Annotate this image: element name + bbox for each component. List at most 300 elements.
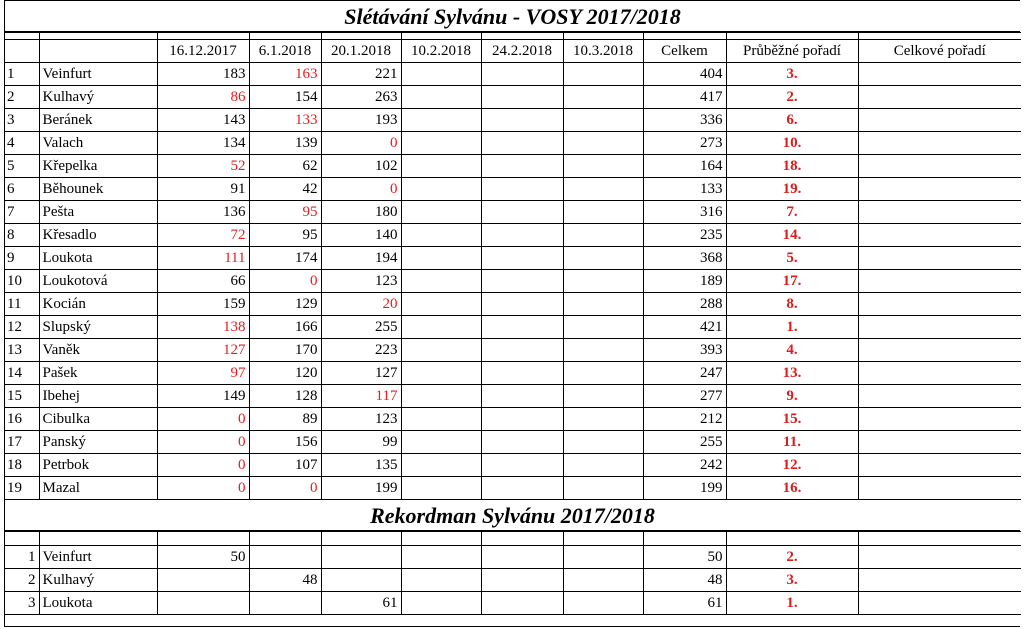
table-row [5,63,1021,86]
score-cell[interactable] [481,109,563,132]
score-cell[interactable] [481,431,563,454]
score-cell[interactable]: 194 [321,247,401,270]
score-cell[interactable] [401,339,481,362]
spacer-cell[interactable] [249,532,321,546]
score-cell[interactable]: 52 [157,155,249,178]
score-cell[interactable]: 143 [157,109,249,132]
rank-cell[interactable]: 7. [726,201,858,224]
score-cell[interactable]: 183 [157,63,249,86]
score-cell[interactable] [563,178,643,201]
score-cell[interactable] [401,362,481,385]
score-cell[interactable] [481,592,563,615]
total-cell[interactable]: 255 [643,431,726,454]
overall-rank-cell[interactable] [858,316,1021,339]
total-cell[interactable]: 288 [643,293,726,316]
score-cell[interactable] [157,592,249,615]
score-cell[interactable] [481,155,563,178]
name-cell[interactable]: Panský [39,431,157,454]
score-cell[interactable] [401,477,481,500]
spacer-cell[interactable] [321,33,401,40]
score-cell[interactable] [401,546,481,569]
rank-cell[interactable]: 1. [726,592,858,615]
score-cell[interactable]: 95 [249,201,321,224]
score-cell[interactable]: 156 [249,431,321,454]
score-cell[interactable] [481,477,563,500]
score-cell[interactable] [481,408,563,431]
score-cell[interactable] [401,109,481,132]
total-cell[interactable]: 273 [643,132,726,155]
score-cell[interactable] [563,316,643,339]
table-row [5,477,1021,500]
overall-rank-cell[interactable] [858,339,1021,362]
score-cell[interactable] [481,201,563,224]
score-cell[interactable] [563,454,643,477]
score-cell[interactable] [563,63,643,86]
row-number-cell[interactable]: 18 [5,454,39,477]
score-cell[interactable] [401,86,481,109]
score-cell[interactable] [481,569,563,592]
score-cell[interactable]: 42 [249,178,321,201]
score-cell[interactable] [249,546,321,569]
table-row [5,546,1021,569]
name-cell[interactable]: Křepelka [39,155,157,178]
rank-cell[interactable]: 13. [726,362,858,385]
rank-cell[interactable]: 15. [726,408,858,431]
score-cell[interactable]: 199 [321,477,401,500]
row-number-cell[interactable]: 3 [5,109,39,132]
spacer-cell[interactable] [401,532,481,546]
table-row [5,362,1021,385]
header-cell[interactable]: Celkové pořadí [858,40,1021,63]
score-cell[interactable] [563,477,643,500]
score-cell[interactable] [481,86,563,109]
row-number-cell[interactable]: 8 [5,224,39,247]
name-cell[interactable]: Valach [39,132,157,155]
score-cell[interactable]: 99 [321,431,401,454]
total-cell[interactable]: 133 [643,178,726,201]
header-cell[interactable] [39,40,157,63]
score-cell[interactable]: 193 [321,109,401,132]
table-row [5,178,1021,201]
score-cell[interactable]: 223 [321,339,401,362]
name-cell[interactable]: Kulhavý [39,86,157,109]
score-cell[interactable] [481,132,563,155]
header-cell[interactable]: 10.3.2018 [563,40,643,63]
score-cell[interactable]: 97 [157,362,249,385]
table-row [5,270,1021,293]
table-row [5,224,1021,247]
row-number-cell[interactable]: 13 [5,339,39,362]
row-number-cell[interactable]: 16 [5,408,39,431]
score-cell[interactable]: 111 [157,247,249,270]
score-cell[interactable] [401,178,481,201]
score-cell[interactable] [563,431,643,454]
score-cell[interactable] [481,454,563,477]
table-row [5,408,1021,431]
results-table [5,32,1021,500]
table-row [5,293,1021,316]
name-cell[interactable]: Beránek [39,109,157,132]
spacer-cell[interactable] [563,33,643,40]
name-cell[interactable]: Petrbok [39,454,157,477]
overall-rank-cell[interactable] [858,569,1021,592]
score-cell[interactable] [563,109,643,132]
score-cell[interactable] [481,316,563,339]
score-cell[interactable] [563,408,643,431]
overall-rank-cell[interactable] [858,224,1021,247]
overall-rank-cell[interactable] [858,132,1021,155]
score-cell[interactable] [481,270,563,293]
overall-rank-cell[interactable] [858,431,1021,454]
table-row [5,454,1021,477]
name-cell[interactable]: Kulhavý [39,569,157,592]
score-cell[interactable] [401,63,481,86]
score-cell[interactable]: 166 [249,316,321,339]
score-cell[interactable] [563,362,643,385]
header-cell[interactable]: 20.1.2018 [321,40,401,63]
rank-cell[interactable]: 3. [726,569,858,592]
score-cell[interactable] [563,385,643,408]
table-row [5,592,1021,615]
score-cell[interactable] [401,454,481,477]
score-cell[interactable]: 66 [157,270,249,293]
spacer-cell[interactable] [858,532,1021,546]
overall-rank-cell[interactable] [858,201,1021,224]
spacer-cell[interactable] [481,532,563,546]
row-number-cell[interactable]: 14 [5,362,39,385]
score-cell[interactable]: 61 [321,592,401,615]
score-cell[interactable] [481,224,563,247]
spacer-cell[interactable] [249,33,321,40]
score-cell[interactable] [321,546,401,569]
score-cell[interactable] [157,569,249,592]
overall-rank-cell[interactable] [858,63,1021,86]
rank-cell[interactable]: 16. [726,477,858,500]
rank-cell[interactable]: 14. [726,224,858,247]
overall-rank-cell[interactable] [858,270,1021,293]
score-cell[interactable]: 95 [249,224,321,247]
score-cell[interactable]: 0 [157,431,249,454]
rank-cell[interactable]: 1. [726,316,858,339]
score-cell[interactable]: 0 [157,408,249,431]
score-cell[interactable] [563,132,643,155]
total-cell[interactable]: 316 [643,201,726,224]
total-cell[interactable]: 189 [643,270,726,293]
table-row [5,431,1021,454]
score-cell[interactable] [401,155,481,178]
name-cell[interactable]: Ibehej [39,385,157,408]
score-cell[interactable]: 180 [321,201,401,224]
score-cell[interactable] [401,247,481,270]
total-cell[interactable]: 212 [643,408,726,431]
score-cell[interactable]: 102 [321,155,401,178]
name-cell[interactable]: Běhounek [39,178,157,201]
score-cell[interactable] [563,201,643,224]
score-cell[interactable]: 20 [321,293,401,316]
score-cell[interactable] [249,592,321,615]
row-number-cell[interactable]: 7 [5,201,39,224]
name-cell[interactable]: Pešta [39,201,157,224]
score-cell[interactable] [563,270,643,293]
score-cell[interactable]: 123 [321,408,401,431]
total-cell[interactable]: 164 [643,155,726,178]
score-cell[interactable] [563,224,643,247]
table-row [5,339,1021,362]
row-number-cell[interactable]: 1 [5,63,39,86]
header-cell[interactable]: 6.1.2018 [249,40,321,63]
score-cell[interactable]: 163 [249,63,321,86]
name-cell[interactable]: Kocián [39,293,157,316]
row-number-cell[interactable]: 1 [5,546,39,569]
header-cell[interactable]: Celkem [643,40,726,63]
spacer-cell[interactable] [39,33,157,40]
score-cell[interactable]: 50 [157,546,249,569]
score-cell[interactable] [401,385,481,408]
score-cell[interactable] [481,247,563,270]
score-cell[interactable] [401,224,481,247]
score-cell[interactable]: 221 [321,63,401,86]
score-cell[interactable]: 174 [249,247,321,270]
total-cell[interactable]: 404 [643,63,726,86]
score-cell[interactable] [401,293,481,316]
overall-rank-cell[interactable] [858,362,1021,385]
rank-cell[interactable]: 5. [726,247,858,270]
overall-rank-cell[interactable] [858,155,1021,178]
table-row [5,316,1021,339]
name-cell[interactable]: Loukota [39,247,157,270]
score-cell[interactable] [481,63,563,86]
header-cell[interactable]: Průběžné pořadí [726,40,858,63]
name-cell[interactable]: Mazal [39,477,157,500]
score-cell[interactable]: 127 [157,339,249,362]
spacer-cell[interactable] [858,33,1021,40]
score-cell[interactable]: 120 [249,362,321,385]
name-cell[interactable]: Slupský [39,316,157,339]
header-cell[interactable]: 24.2.2018 [481,40,563,63]
score-cell[interactable]: 170 [249,339,321,362]
table-row [5,132,1021,155]
name-cell[interactable]: Pašek [39,362,157,385]
name-cell[interactable]: Veinfurt [39,63,157,86]
spacer-cell[interactable] [401,33,481,40]
total-cell[interactable]: 242 [643,454,726,477]
total-cell[interactable]: 247 [643,362,726,385]
row-number-cell[interactable]: 17 [5,431,39,454]
spacer-cell[interactable] [726,33,858,40]
score-cell[interactable] [481,362,563,385]
score-cell[interactable] [563,247,643,270]
spacer-cell[interactable] [321,532,401,546]
score-cell[interactable]: 48 [249,569,321,592]
row-number-cell[interactable]: 4 [5,132,39,155]
name-cell[interactable]: Veinfurt [39,546,157,569]
score-cell[interactable] [481,339,563,362]
score-cell[interactable]: 72 [157,224,249,247]
total-cell[interactable]: 421 [643,316,726,339]
score-cell[interactable]: 89 [249,408,321,431]
score-cell[interactable]: 117 [321,385,401,408]
score-cell[interactable]: 135 [321,454,401,477]
name-cell[interactable]: Loukotová [39,270,157,293]
score-cell[interactable]: 86 [157,86,249,109]
score-cell[interactable] [563,546,643,569]
rank-cell[interactable]: 19. [726,178,858,201]
rank-cell[interactable]: 2. [726,86,858,109]
overall-rank-cell[interactable] [858,408,1021,431]
score-cell[interactable]: 129 [249,293,321,316]
rank-cell[interactable]: 11. [726,431,858,454]
table-row [5,385,1021,408]
row-number-cell[interactable]: 3 [5,592,39,615]
overall-rank-cell[interactable] [858,454,1021,477]
rank-cell[interactable]: 17. [726,270,858,293]
score-cell[interactable]: 136 [157,201,249,224]
header-cell[interactable]: 10.2.2018 [401,40,481,63]
rank-cell[interactable]: 10. [726,132,858,155]
rank-cell[interactable]: 3. [726,63,858,86]
header-cell[interactable]: 16.12.2017 [157,40,249,63]
row-number-cell[interactable]: 11 [5,293,39,316]
name-cell[interactable]: Cibulka [39,408,157,431]
spacer-cell[interactable] [39,532,157,546]
overall-rank-cell[interactable] [858,293,1021,316]
rank-cell[interactable]: 12. [726,454,858,477]
score-cell[interactable]: 0 [249,477,321,500]
overall-rank-cell[interactable] [858,546,1021,569]
total-cell[interactable]: 417 [643,86,726,109]
score-cell[interactable]: 0 [321,178,401,201]
score-cell[interactable] [481,546,563,569]
spacer-cell[interactable] [643,33,726,40]
score-cell[interactable]: 127 [321,362,401,385]
score-cell[interactable] [401,431,481,454]
spacer-cell[interactable] [5,33,39,40]
score-cell[interactable]: 255 [321,316,401,339]
score-cell[interactable]: 140 [321,224,401,247]
total-cell[interactable]: 48 [643,569,726,592]
table-row [5,86,1021,109]
table-row [5,201,1021,224]
spacer-cell[interactable] [5,532,39,546]
score-cell[interactable]: 154 [249,86,321,109]
table-row [5,569,1021,592]
rank-cell[interactable]: 18. [726,155,858,178]
overall-rank-cell[interactable] [858,385,1021,408]
score-cell[interactable] [401,316,481,339]
total-cell[interactable]: 199 [643,477,726,500]
score-cell[interactable] [563,155,643,178]
spacer-cell[interactable] [726,532,858,546]
score-cell[interactable]: 123 [321,270,401,293]
score-cell[interactable]: 62 [249,155,321,178]
score-cell[interactable]: 0 [157,454,249,477]
score-cell[interactable] [401,132,481,155]
total-cell[interactable]: 235 [643,224,726,247]
overall-rank-cell[interactable] [858,477,1021,500]
score-cell[interactable]: 0 [157,477,249,500]
record-title: Rekordman Sylvánu 2017/2018 [5,500,1020,531]
score-cell[interactable] [481,178,563,201]
spacer-cell[interactable] [643,532,726,546]
score-cell[interactable]: 107 [249,454,321,477]
row-number-cell[interactable]: 15 [5,385,39,408]
overall-rank-cell[interactable] [858,109,1021,132]
table-row [5,109,1021,132]
score-cell[interactable] [481,385,563,408]
rank-cell[interactable]: 6. [726,109,858,132]
row-number-cell[interactable]: 10 [5,270,39,293]
rank-cell[interactable]: 4. [726,339,858,362]
total-cell[interactable]: 368 [643,247,726,270]
overall-rank-cell[interactable] [858,86,1021,109]
score-cell[interactable]: 134 [157,132,249,155]
row-number-cell[interactable]: 9 [5,247,39,270]
total-cell[interactable]: 277 [643,385,726,408]
overall-rank-cell[interactable] [858,178,1021,201]
row-number-cell[interactable]: 6 [5,178,39,201]
overall-rank-cell[interactable] [858,247,1021,270]
score-cell[interactable]: 139 [249,132,321,155]
score-cell[interactable] [321,569,401,592]
name-cell[interactable]: Křesadlo [39,224,157,247]
spreadsheet-sheet [4,0,1020,627]
name-cell[interactable]: Loukota [39,592,157,615]
score-cell[interactable] [401,592,481,615]
score-cell[interactable]: 159 [157,293,249,316]
score-cell[interactable]: 0 [321,132,401,155]
score-cell[interactable] [401,569,481,592]
score-cell[interactable] [481,293,563,316]
row-number-cell[interactable]: 2 [5,569,39,592]
overall-rank-cell[interactable] [858,592,1021,615]
sheet-title: Slétávání Sylvánu - VOSY 2017/2018 [5,1,1020,32]
score-cell[interactable]: 149 [157,385,249,408]
spacer-cell[interactable] [157,532,249,546]
row-number-cell[interactable]: 19 [5,477,39,500]
row-number-cell[interactable]: 5 [5,155,39,178]
total-cell[interactable]: 393 [643,339,726,362]
score-cell[interactable] [563,86,643,109]
total-cell[interactable]: 50 [643,546,726,569]
score-cell[interactable] [401,270,481,293]
spacer-cell[interactable] [157,33,249,40]
spacer-cell[interactable] [563,532,643,546]
score-cell[interactable]: 128 [249,385,321,408]
score-cell[interactable]: 0 [249,270,321,293]
score-cell[interactable] [563,569,643,592]
rank-cell[interactable]: 8. [726,293,858,316]
score-cell[interactable] [563,339,643,362]
score-cell[interactable] [401,408,481,431]
spacer-cell[interactable] [481,33,563,40]
score-cell[interactable] [563,592,643,615]
score-cell[interactable]: 133 [249,109,321,132]
score-cell[interactable]: 138 [157,316,249,339]
total-cell[interactable]: 61 [643,592,726,615]
score-cell[interactable] [401,201,481,224]
header-cell[interactable] [5,40,39,63]
table-row [5,155,1021,178]
name-cell[interactable]: Vaněk [39,339,157,362]
score-cell[interactable] [563,293,643,316]
rank-cell[interactable]: 2. [726,546,858,569]
total-cell[interactable]: 336 [643,109,726,132]
score-cell[interactable]: 91 [157,178,249,201]
score-cell[interactable]: 263 [321,86,401,109]
row-number-cell[interactable]: 2 [5,86,39,109]
rank-cell[interactable]: 9. [726,385,858,408]
row-number-cell[interactable]: 12 [5,316,39,339]
